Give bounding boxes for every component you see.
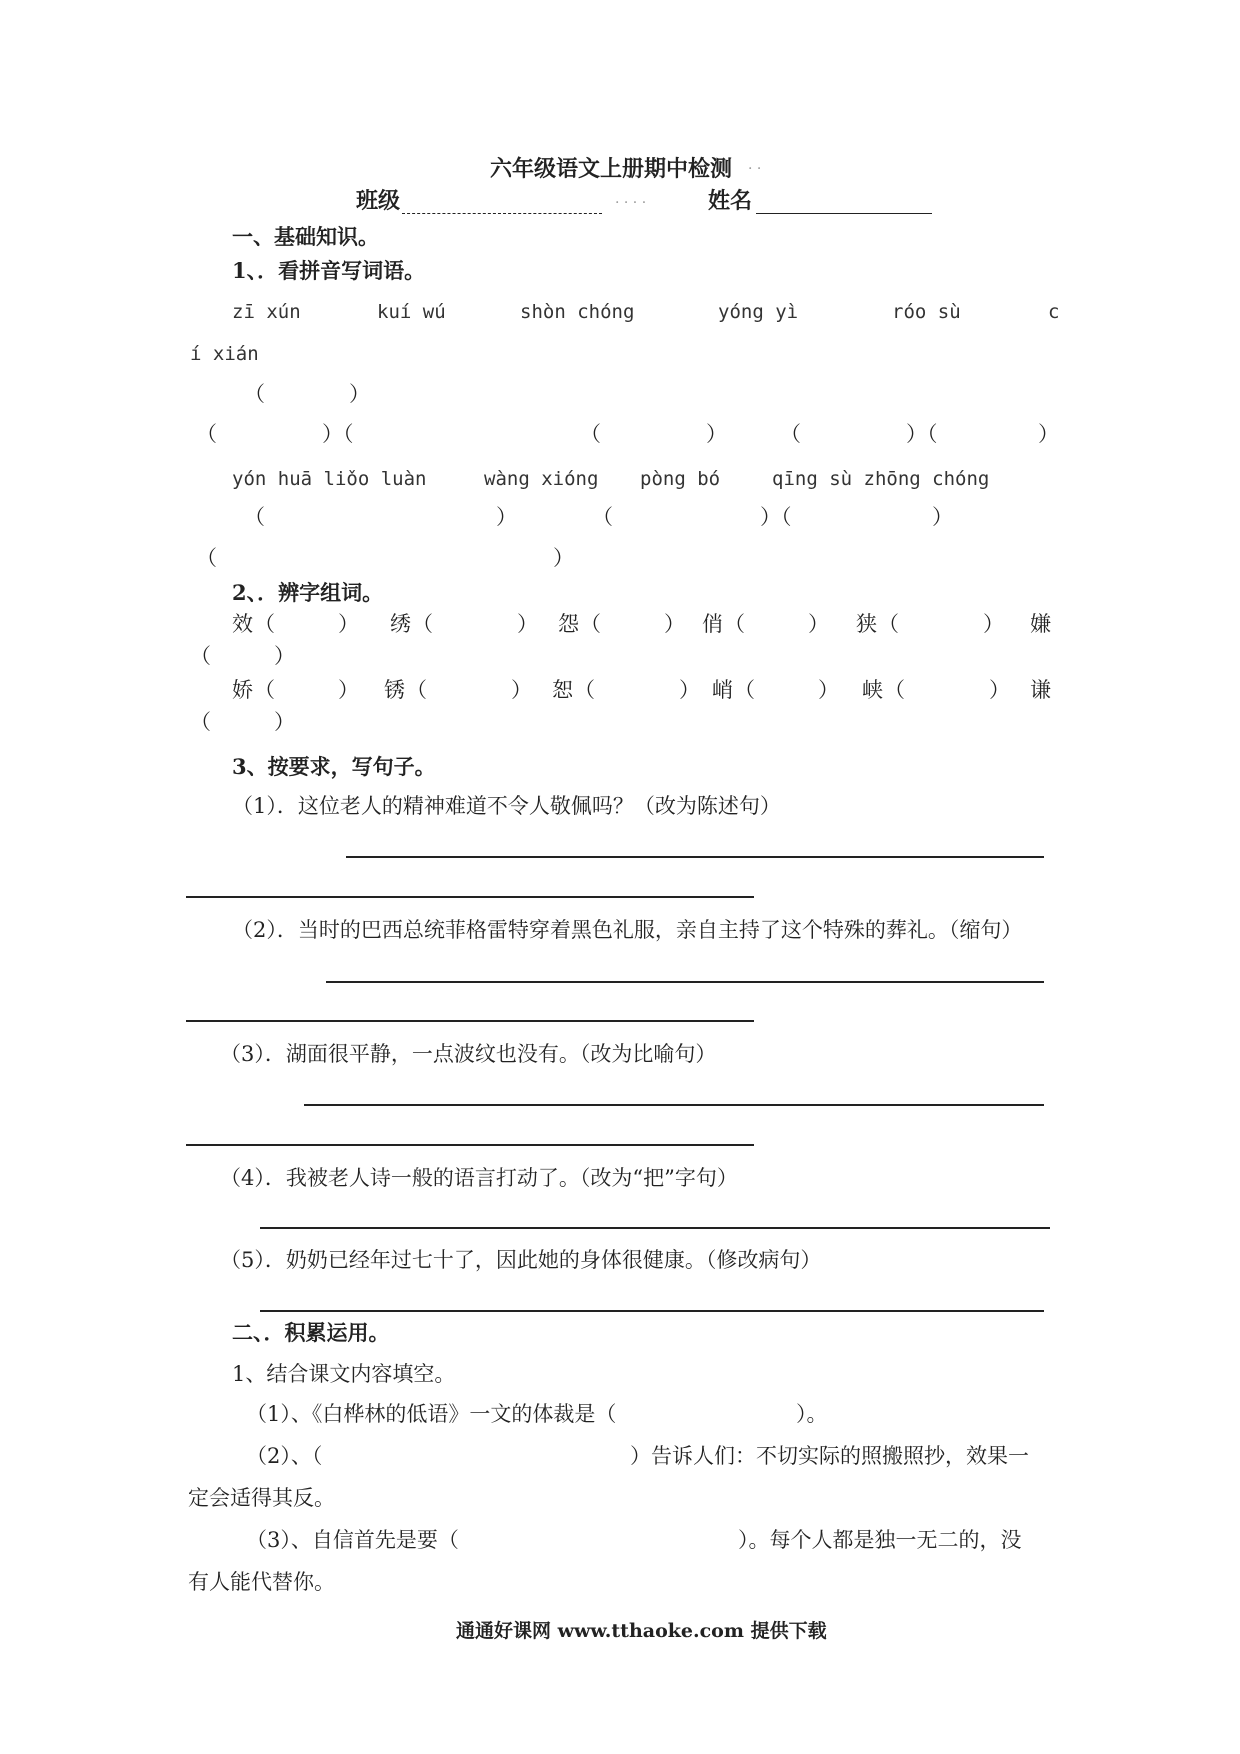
answer-line[interactable]: [346, 856, 1044, 858]
char-item: 娇: [232, 678, 253, 702]
fill-3c: 有人能代替你。: [188, 1570, 335, 1594]
pinyin-6-cont: í xián: [190, 343, 259, 365]
char-item: 峭: [712, 678, 733, 702]
char-item: 俏: [702, 612, 723, 636]
char-item: 恕: [552, 678, 573, 702]
answer-bracket[interactable]: ）: [1038, 422, 1059, 446]
answer-line[interactable]: [326, 981, 1044, 983]
pinyin-10: qīng sù zhōng chóng: [772, 468, 990, 490]
char-item: 怨: [558, 612, 579, 636]
answer-line[interactable]: [186, 1020, 754, 1022]
class-field[interactable]: [402, 213, 602, 214]
q2-heading: 2、．辨字组词。: [232, 580, 384, 605]
title-dots: · ·: [748, 161, 762, 177]
q3-item-1: （1）．这位老人的精神难道不令人敬佩吗？（改为陈述句）: [232, 794, 781, 818]
answer-line[interactable]: [260, 1310, 1044, 1312]
name-label: 姓名: [708, 188, 753, 214]
answer-bracket[interactable]: （ ）（: [592, 505, 792, 529]
pinyin-9: pòng bó: [640, 468, 721, 490]
fill-3a: （3）、自信首先是要（: [246, 1528, 459, 1552]
answer-bracket[interactable]: （ ）: [254, 678, 359, 702]
q3-item-2: （2）．当时的巴西总统菲格雷特穿着黑色礼服，亲自主持了这个特殊的葬礼。（缩句）: [232, 918, 1023, 942]
char-item: 嫌: [1030, 612, 1051, 636]
answer-bracket[interactable]: （ ）（: [780, 422, 938, 446]
char-item: 谦: [1030, 678, 1051, 702]
pinyin-7: yón huā liǒo luàn: [232, 468, 427, 490]
header-dots: · · · ·: [615, 195, 647, 211]
pinyin-5: róo sù: [892, 301, 961, 323]
fill-1b: ）。: [796, 1402, 828, 1426]
char-item: 效: [232, 612, 253, 636]
answer-bracket[interactable]: （ ）: [734, 678, 839, 702]
answer-bracket[interactable]: （ ）: [884, 678, 1010, 702]
answer-bracket[interactable]: （ ）: [244, 505, 517, 529]
q3-heading: 3、按要求，写句子。: [232, 754, 436, 779]
fill-1a: （1）、《白桦林的低语》一文的体裁是（: [246, 1402, 617, 1426]
q3-item-4: （4）．我被老人诗一般的语言打动了。（改为“把”字句）: [220, 1166, 738, 1190]
answer-bracket[interactable]: （ ）: [196, 546, 574, 570]
pinyin-3: shòn chóng: [520, 301, 635, 323]
answer-bracket[interactable]: （ ）: [412, 612, 538, 636]
section2-heading: 二、．积累运用。: [232, 1320, 390, 1345]
answer-bracket[interactable]: （ ）: [724, 612, 829, 636]
answer-bracket[interactable]: （ ）: [406, 678, 532, 702]
pinyin-1: zī xún: [232, 301, 301, 323]
fill-3b: ）。每个人都是独一无二的，没: [738, 1528, 1022, 1552]
q3-item-3: （3）．湖面很平静，一点波纹也没有。（改为比喻句）: [220, 1042, 717, 1066]
answer-bracket[interactable]: （ ）: [574, 678, 700, 702]
answer-bracket[interactable]: （ ）: [580, 612, 685, 636]
page-title: 六年级语文上册期中检测: [490, 156, 733, 182]
answer-bracket[interactable]: （ ）: [254, 612, 359, 636]
answer-line[interactable]: [186, 1144, 754, 1146]
class-label: 班级: [356, 188, 401, 214]
pinyin-4: yóng yì: [718, 301, 799, 323]
char-item: 绣: [390, 612, 411, 636]
q3-item-5: （5）．奶奶已经年过七十了，因此她的身体很健康。（修改病句）: [220, 1248, 822, 1272]
pinyin-8: wàng xióng: [484, 468, 599, 490]
fill-2c: 定会适得其反。: [188, 1486, 335, 1510]
char-item: 峡: [862, 678, 883, 702]
answer-bracket[interactable]: （ ）: [190, 710, 295, 734]
section1-heading: 一、基础知识。: [232, 224, 379, 249]
char-item: 狭: [856, 612, 877, 636]
answer-bracket[interactable]: ）: [932, 505, 953, 529]
pinyin-6: c: [1048, 301, 1060, 323]
s2-q1-heading: 1、结合课文内容填空。: [232, 1362, 456, 1386]
footer: 通通好课网 www.tthaoke.com 提供下载: [456, 1620, 827, 1642]
char-item: 锈: [384, 678, 405, 702]
answer-bracket[interactable]: （ ）: [580, 422, 727, 446]
answer-bracket[interactable]: （ ）（: [196, 422, 354, 446]
answer-line[interactable]: [186, 896, 754, 898]
answer-bracket[interactable]: （ ）: [190, 644, 295, 668]
q1-heading: 1、．看拼音写词语。: [232, 258, 426, 283]
fill-2b: ）告诉人们：不切实际的照搬照抄，效果一: [630, 1444, 1029, 1468]
answer-line[interactable]: [304, 1104, 1044, 1106]
name-field[interactable]: [756, 213, 932, 214]
answer-bracket[interactable]: （ ）: [244, 382, 370, 406]
answer-line[interactable]: [260, 1227, 1050, 1229]
pinyin-2: kuí wú: [377, 301, 446, 323]
answer-bracket[interactable]: （ ）: [878, 612, 1004, 636]
fill-2a: （2）、（: [246, 1444, 323, 1468]
